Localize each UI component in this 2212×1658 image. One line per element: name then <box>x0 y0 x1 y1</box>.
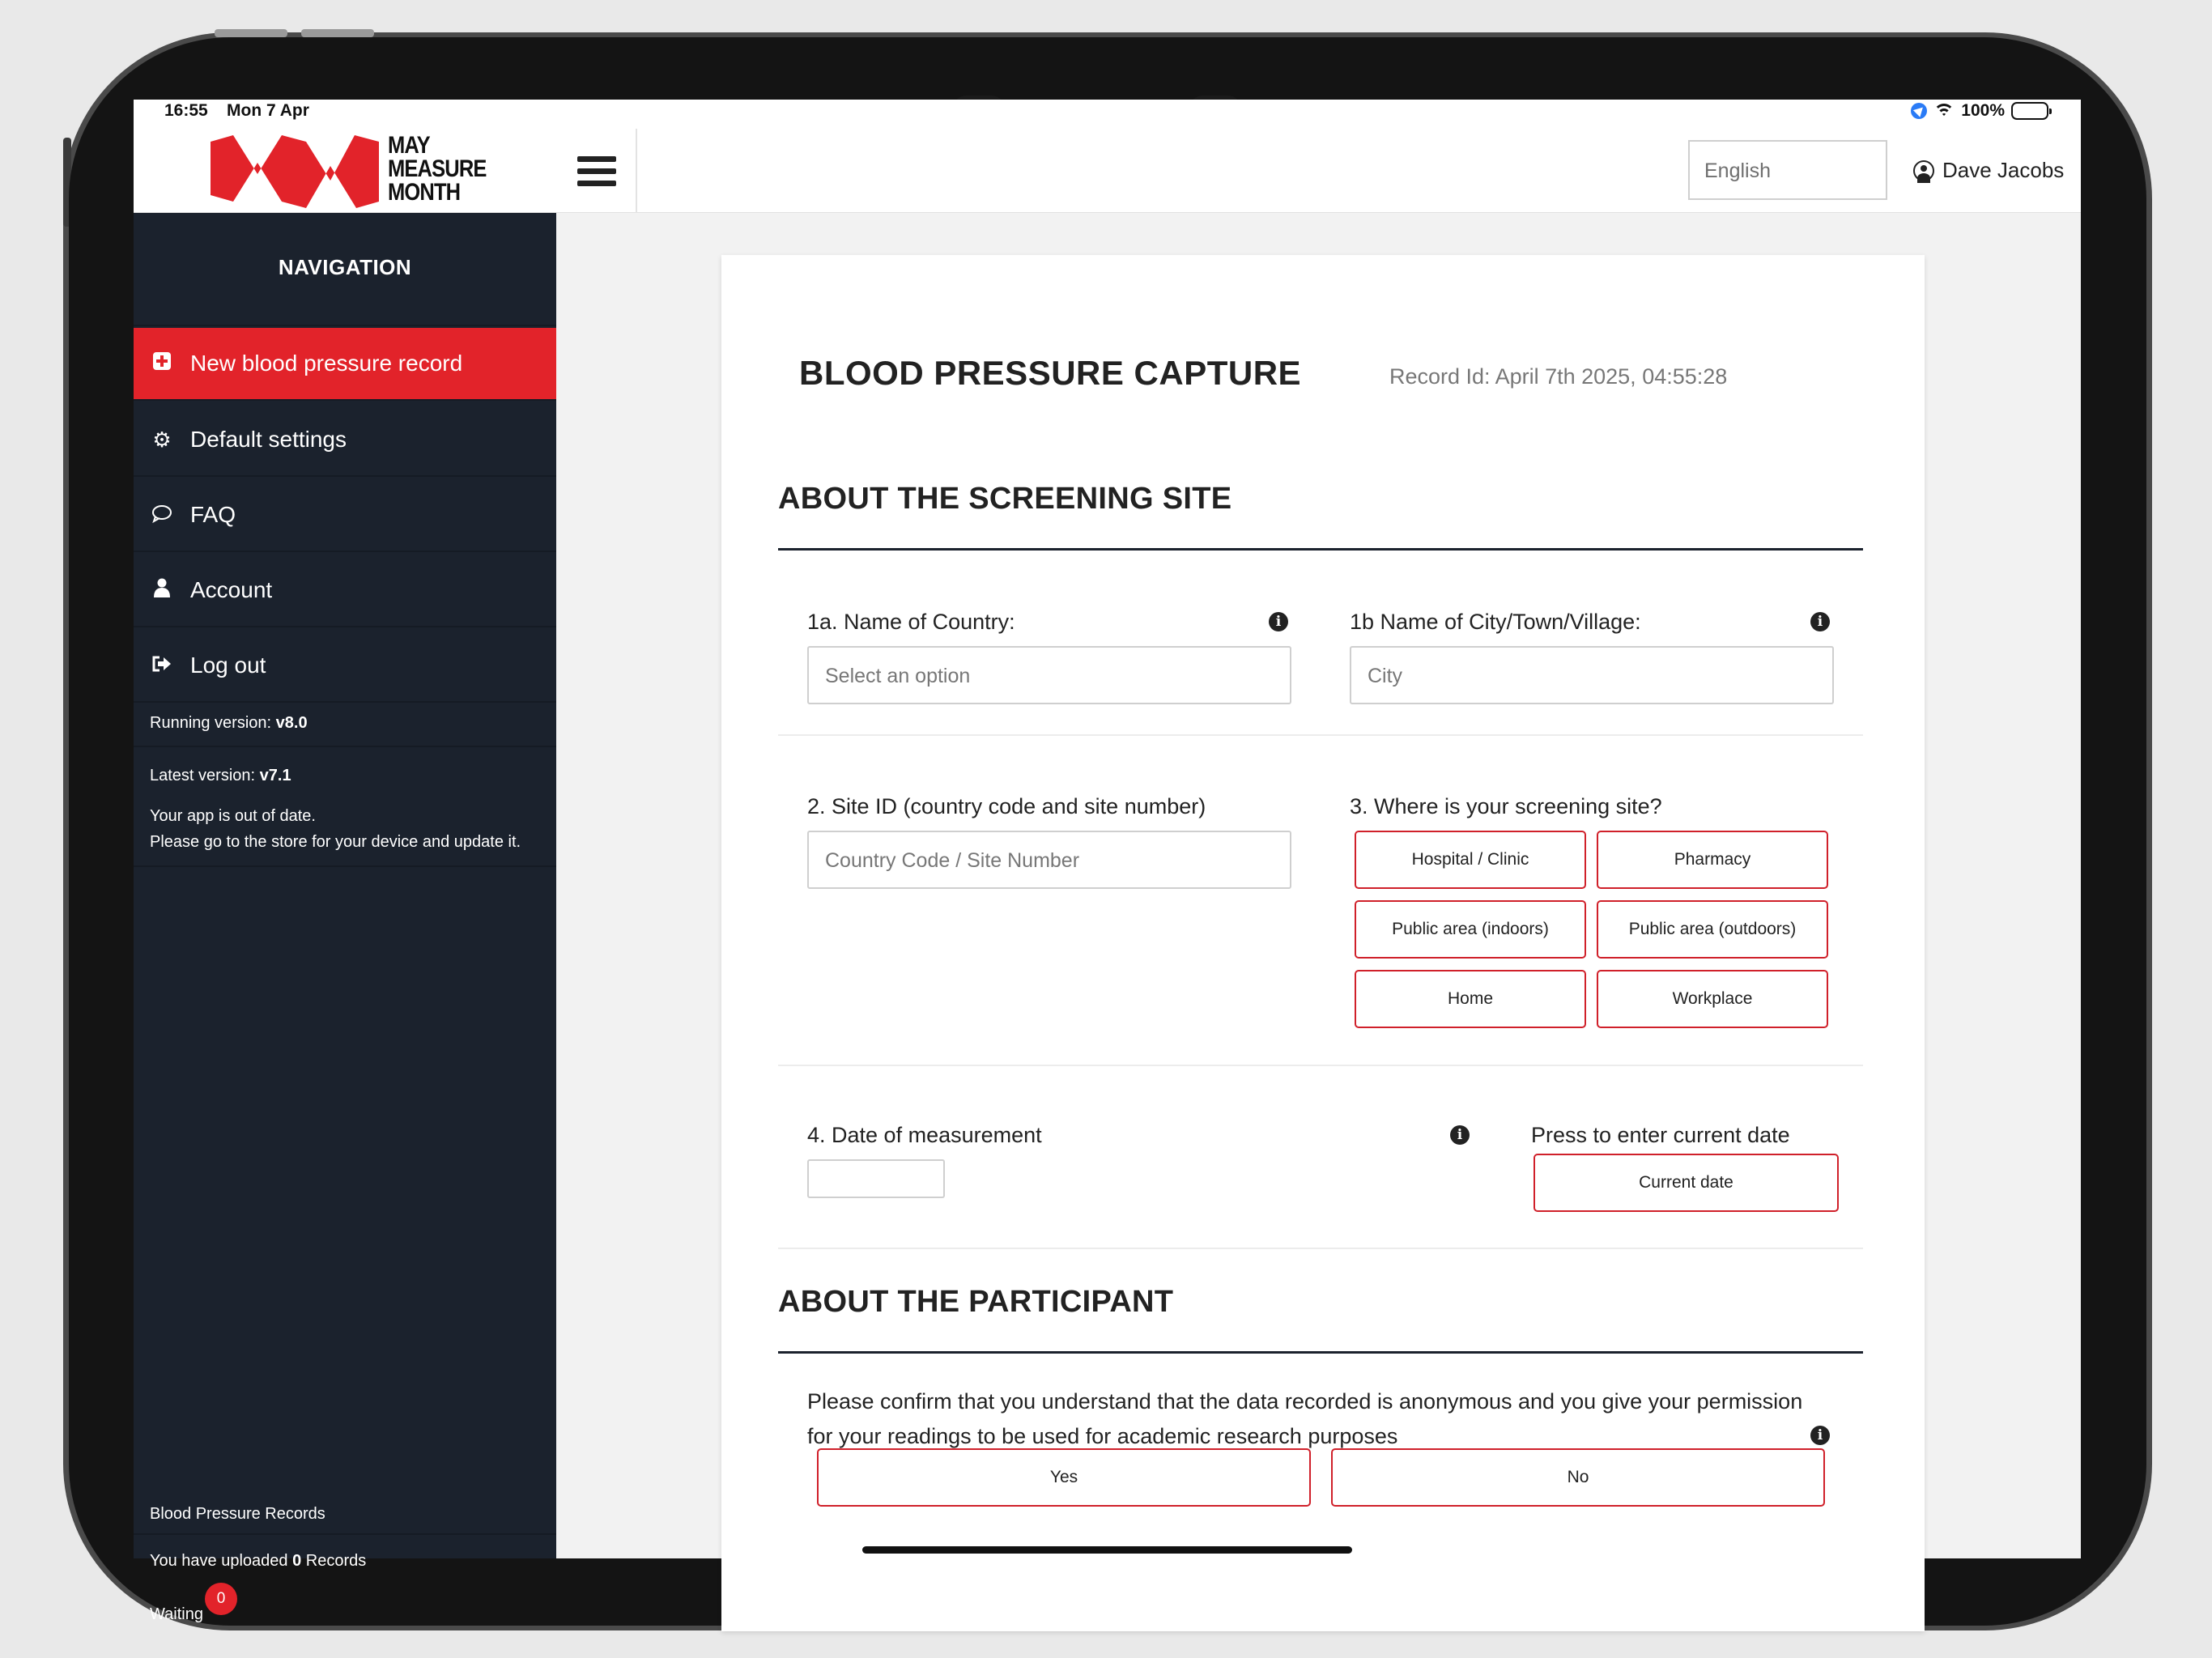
site-type-public-outdoors-button[interactable]: Public area (outdoors) <box>1597 900 1828 959</box>
status-date: Mon 7 Apr <box>227 101 309 120</box>
site-id-input[interactable]: Country Code / Site Number <box>807 831 1291 889</box>
divider <box>778 1248 1863 1249</box>
status-time: 16:55 <box>164 101 208 120</box>
sidebar-item-label: Account <box>190 577 273 602</box>
sidebar-item-label: FAQ <box>190 502 236 527</box>
update-notice: Your app is out of date. Please go to the store for your device and update it. <box>150 807 521 851</box>
form-card <box>721 255 1925 1631</box>
sidebar-item-account[interactable] <box>134 555 556 627</box>
latest-version: Latest version: v7.1 <box>150 767 291 784</box>
running-version: Running version: v8.0 <box>150 714 308 732</box>
record-id: Record Id: April 7th 2025, 04:55:28 <box>1389 364 1728 389</box>
section-rule <box>778 548 1863 551</box>
gear-icon: ⚙ <box>152 427 172 452</box>
logout-icon <box>150 653 174 678</box>
country-select[interactable]: Select an option <box>807 646 1291 704</box>
site-type-pharmacy-button[interactable]: Pharmacy <box>1597 831 1828 889</box>
speech-bubble-icon <box>150 503 174 528</box>
site-type-public-indoors-button[interactable]: Public area (indoors) <box>1355 900 1586 959</box>
divider <box>778 734 1863 736</box>
consent-no-button[interactable]: No <box>1331 1448 1825 1507</box>
city-input[interactable]: City <box>1350 646 1834 704</box>
current-date-button[interactable]: Current date <box>1534 1154 1839 1212</box>
app-header <box>134 129 2081 213</box>
country-label: 1a. Name of Country: <box>807 610 1015 634</box>
wifi-icon <box>1933 103 1955 119</box>
home-indicator[interactable] <box>862 1546 1352 1554</box>
user-icon <box>150 578 174 603</box>
current-date-hint: Press to enter current date <box>1531 1123 1790 1147</box>
uploaded-records: You have uploaded 0 Records <box>150 1552 367 1570</box>
divider <box>778 1065 1863 1066</box>
site-type-workplace-button[interactable]: Workplace <box>1597 970 1828 1028</box>
divider <box>134 1533 556 1535</box>
city-label: 1b Name of City/Town/Village: <box>1350 610 1641 634</box>
sidebar-item-faq[interactable] <box>134 479 556 552</box>
user-circle-icon <box>1913 160 1934 181</box>
divider <box>134 865 556 867</box>
waiting-label: Waiting <box>150 1605 203 1623</box>
status-bar <box>134 100 2081 129</box>
section-title-screening-site: ABOUT THE SCREENING SITE <box>778 482 1232 516</box>
nav-title: NAVIGATION <box>134 213 556 326</box>
waiting-count-badge: 0 <box>205 1583 237 1615</box>
sidebar <box>134 213 556 1623</box>
info-icon[interactable]: i <box>1810 612 1830 631</box>
site-id-label: 2. Site ID (country code and site number) <box>807 794 1206 818</box>
battery-percent: 100% <box>1961 101 2005 120</box>
info-icon[interactable]: i <box>1269 612 1288 631</box>
section-rule <box>778 1351 1863 1354</box>
sidebar-item-label: Default settings <box>190 427 347 452</box>
page-title: BLOOD PRESSURE CAPTURE <box>799 354 1302 392</box>
site-type-hospital-button[interactable]: Hospital / Clinic <box>1355 831 1586 889</box>
language-select[interactable]: English <box>1688 140 1887 200</box>
sidebar-item-default-settings[interactable] <box>134 404 556 477</box>
device-button-top-1 <box>215 29 287 37</box>
site-type-home-button[interactable]: Home <box>1355 970 1586 1028</box>
consent-yes-button[interactable]: Yes <box>817 1448 1311 1507</box>
info-icon[interactable]: i <box>1810 1426 1830 1445</box>
sidebar-item-logout[interactable] <box>134 630 556 703</box>
location-icon <box>1911 103 1927 119</box>
header-divider <box>636 129 637 213</box>
sidebar-item-label: New blood pressure record <box>190 351 463 376</box>
status-right <box>1911 101 2048 121</box>
date-label: 4. Date of measurement <box>807 1123 1042 1147</box>
device-button-top-2 <box>301 29 374 37</box>
sidebar-item-new-record[interactable] <box>134 328 556 401</box>
battery-icon <box>2011 102 2048 120</box>
user-name: Dave Jacobs <box>1942 158 2065 182</box>
section-title-participant: ABOUT THE PARTICIPANT <box>778 1285 1174 1319</box>
menu-toggle-button[interactable] <box>577 156 616 189</box>
records-heading: Blood Pressure Records <box>150 1505 325 1523</box>
divider <box>134 746 556 747</box>
brand-logo-text: MAY MEASURE MONTH <box>388 132 487 206</box>
site-type-label: 3. Where is your screening site? <box>1350 794 1662 818</box>
plus-square-icon <box>150 351 174 376</box>
consent-text: Please confirm that you understand that the data recorded is anonymous and you give your permission for your readings to be used for academic research purposes <box>807 1389 1803 1448</box>
screen <box>134 100 2081 1623</box>
sidebar-item-label: Log out <box>190 653 266 678</box>
user-menu[interactable] <box>1913 158 2064 183</box>
info-icon[interactable]: i <box>1450 1125 1470 1145</box>
main-content <box>556 213 2081 1558</box>
date-input[interactable] <box>807 1159 945 1198</box>
